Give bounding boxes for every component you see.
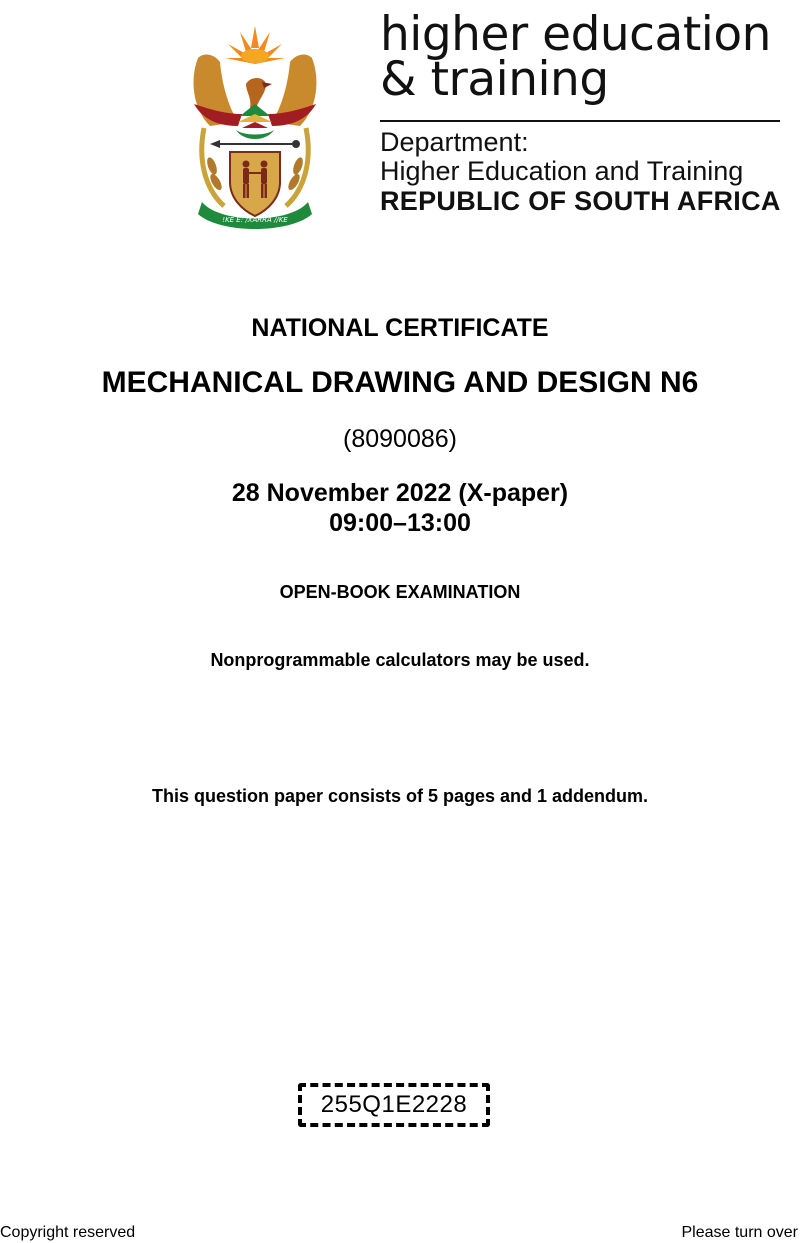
page-header [0, 0, 800, 240]
calculator-note: Nonprogrammable calculators may be used. [210, 650, 590, 670]
brand-divider [380, 120, 780, 122]
brand-line-2: & training [380, 52, 609, 107]
footer-copyright: Copyright reserved [0, 1224, 136, 1241]
emblem-motto: !KE E: /XARRA //KE [222, 216, 288, 224]
exam-date: 28 November 2022 (X-paper) [231, 479, 569, 507]
paper-code: 255Q1E2228 [320, 1091, 468, 1118]
exam-type: OPEN-BOOK EXAMINATION [279, 582, 521, 602]
department-label: Department: [380, 127, 529, 157]
department-name: Higher Education and Training [380, 156, 744, 186]
certificate-title: NATIONAL CERTIFICATE [251, 314, 549, 342]
department-branding [380, 7, 785, 216]
coat-of-arms-icon [180, 18, 330, 230]
brand-line-1: higher education [380, 7, 771, 62]
subject-code: (8090086) [343, 425, 457, 453]
page-count-note: This question paper consists of 5 pages and 1 addendum. [151, 786, 649, 806]
footer-turn-over: Please turn over [681, 1224, 798, 1241]
subject-title: MECHANICAL DRAWING AND DESIGN N6 [101, 366, 699, 399]
paper-code-box [298, 1083, 490, 1127]
exam-time: 09:00–13:00 [329, 509, 471, 537]
department-country: REPUBLIC OF SOUTH AFRICA [380, 186, 781, 216]
